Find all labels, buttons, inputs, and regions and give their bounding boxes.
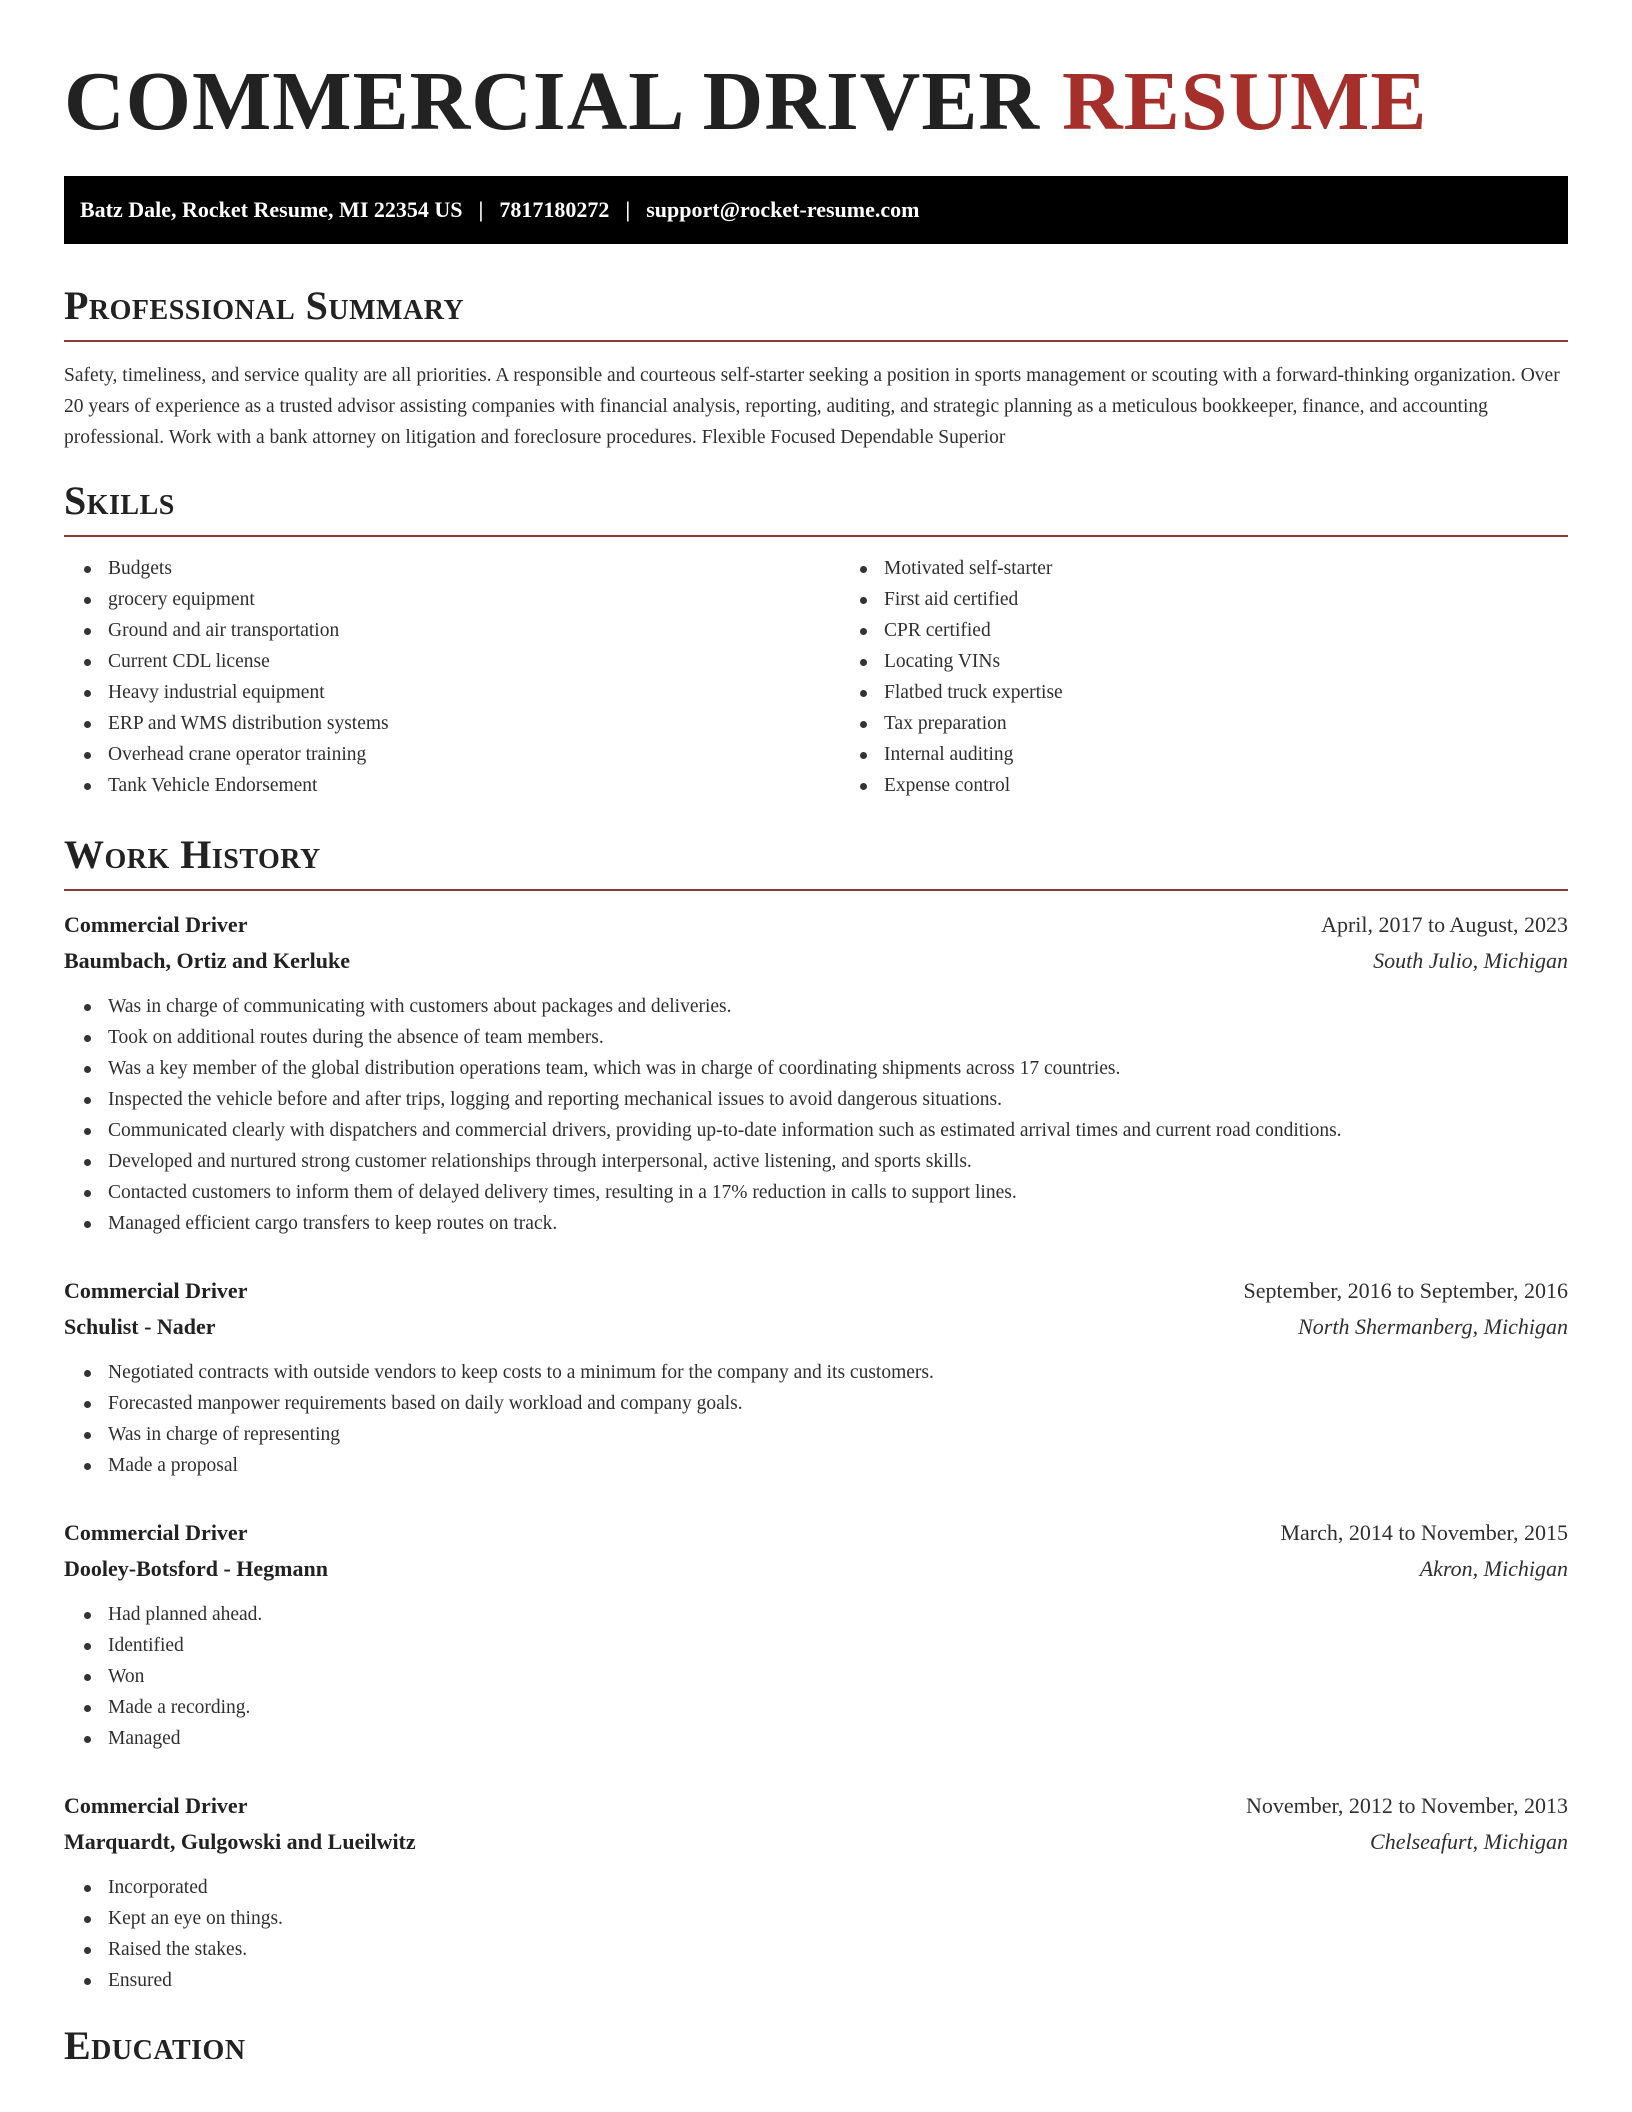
skills-columns [64, 553, 1568, 801]
job-dates: November, 2012 to November, 2013 [1245, 1793, 1568, 1818]
skill-item: First aid certified [884, 584, 1544, 615]
job-location: Chelseafurt, Michigan [1370, 1829, 1568, 1854]
job-duty-item: Developed and nurtured strong customer relationships through interpersonal, active listening, and sports skills. [108, 1146, 1568, 1177]
contact-bar [64, 176, 1568, 244]
job-company: Dooley-Botsford - Hegmann [64, 1556, 328, 1581]
section-heading-work-history: Work History [64, 832, 321, 877]
skill-item: grocery equipment [108, 584, 804, 615]
job-duty-item: Was in charge of communicating with customers about packages and deliveries. [108, 991, 1568, 1022]
job-duty-item: Forecasted manpower requirements based on daily workload and company goals. [108, 1388, 1568, 1419]
job-header-row [64, 1515, 1568, 1551]
job-duties-list [64, 1357, 1568, 1481]
contact-separator: | [625, 197, 631, 222]
job-header-row [64, 1273, 1568, 1309]
summary-section [64, 280, 1568, 453]
job-entry [64, 1273, 1568, 1481]
section-heading-summary: Professional Summary [64, 283, 465, 328]
job-duty-item: Managed [108, 1723, 1568, 1754]
job-duty-item: Ensured [108, 1965, 1568, 1996]
job-dates: April, 2017 to August, 2023 [1321, 912, 1568, 937]
job-location: North Shermanberg, Michigan [1298, 1314, 1568, 1339]
job-entry [64, 1788, 1568, 1996]
skills-section [64, 475, 1568, 801]
skill-item: Budgets [108, 553, 804, 584]
job-dates: March, 2014 to November, 2015 [1280, 1520, 1568, 1545]
job-company: Marquardt, Gulgowski and Lueilwitz [64, 1829, 416, 1854]
skills-list-left [64, 553, 804, 801]
skills-list-right [804, 553, 1544, 801]
education-section [64, 2020, 1568, 2072]
job-entry [64, 907, 1568, 1239]
job-subheader-row [64, 1309, 1568, 1345]
job-entry [64, 1515, 1568, 1754]
skill-item: Flatbed truck expertise [884, 677, 1544, 708]
contact-separator: | [478, 197, 484, 222]
job-duty-item: Contacted customers to inform them of delayed delivery times, resulting in a 17% reduction in calls to support lines. [108, 1177, 1568, 1208]
job-list [64, 907, 1568, 1996]
skill-item: Motivated self-starter [884, 553, 1544, 584]
job-duty-item: Incorporated [108, 1872, 1568, 1903]
title-main: COMMERCIAL DRIVER [64, 55, 1041, 148]
job-company: Baumbach, Ortiz and Kerluke [64, 948, 351, 973]
section-heading-skills: Skills [64, 478, 175, 523]
job-duty-item: Had planned ahead. [108, 1599, 1568, 1630]
skill-item: Heavy industrial equipment [108, 677, 804, 708]
job-subheader-row [64, 943, 1568, 979]
job-duty-item: Communicated clearly with dispatchers and commercial drivers, providing up-to-date information such as estimated arrival times and current road conditions. [108, 1115, 1568, 1146]
job-duty-item: Took on additional routes during the absence of team members. [108, 1022, 1568, 1053]
skill-item: CPR certified [884, 615, 1544, 646]
job-title: Commercial Driver [64, 1793, 248, 1818]
skill-item: Internal auditing [884, 739, 1544, 770]
job-duty-item: Raised the stakes. [108, 1934, 1568, 1965]
job-title: Commercial Driver [64, 1520, 248, 1545]
skill-item: Tank Vehicle Endorsement [108, 770, 804, 801]
section-divider [64, 889, 1568, 891]
skill-item: Ground and air transportation [108, 615, 804, 646]
job-title: Commercial Driver [64, 912, 248, 937]
contact-phone: 7817180272 [499, 197, 610, 222]
job-header-row [64, 1788, 1568, 1824]
skill-item: Current CDL license [108, 646, 804, 677]
job-duties-list [64, 1599, 1568, 1754]
job-location: South Julio, Michigan [1373, 948, 1568, 973]
skill-item: Locating VINs [884, 646, 1544, 677]
summary-text: Safety, timeliness, and service quality are all priorities. A responsible and courteous self-starter seeking a position in sports management or scouting with a forward-thinking organization. Over 20 years of experience as a trusted advisor assisting companies with financial analysis, reporting, auditing, and strategic planning as a meticulous bookkeeper, finance, and accounting professional. Work with a bank attorney on litigation and foreclosure procedures. Flexible Focused Dependable Superior [64, 365, 1560, 448]
contact-email: support@rocket-resume.com [646, 197, 920, 222]
job-dates: September, 2016 to September, 2016 [1243, 1278, 1568, 1303]
section-divider [64, 340, 1568, 342]
job-duties-list [64, 991, 1568, 1239]
job-duty-item: Made a recording. [108, 1692, 1568, 1723]
job-duty-item: Inspected the vehicle before and after trips, logging and reporting mechanical issues to avoid dangerous situations. [108, 1084, 1568, 1115]
job-duty-item: Identified [108, 1630, 1568, 1661]
job-subheader-row [64, 1824, 1568, 1860]
job-duty-item: Managed efficient cargo transfers to keep routes on track. [108, 1208, 1568, 1239]
job-location: Akron, Michigan [1419, 1556, 1568, 1581]
job-header-row [64, 907, 1568, 943]
job-duty-item: Was a key member of the global distribution operations team, which was in charge of coordinating shipments across 17 countries. [108, 1053, 1568, 1084]
work-history-section [64, 829, 1568, 1996]
resume-title [64, 0, 1568, 152]
skill-item: ERP and WMS distribution systems [108, 708, 804, 739]
job-title: Commercial Driver [64, 1278, 248, 1303]
job-duty-item: Negotiated contracts with outside vendors to keep costs to a minimum for the company and its customers. [108, 1357, 1568, 1388]
skill-item: Overhead crane operator training [108, 739, 804, 770]
job-subheader-row [64, 1551, 1568, 1587]
skill-item: Expense control [884, 770, 1544, 801]
title-accent: RESUME [1062, 55, 1428, 148]
job-duties-list [64, 1872, 1568, 1996]
job-duty-item: Made a proposal [108, 1450, 1568, 1481]
job-duty-item: Kept an eye on things. [108, 1903, 1568, 1934]
contact-address: Batz Dale, Rocket Resume, MI 22354 US [80, 197, 463, 222]
skill-item: Tax preparation [884, 708, 1544, 739]
section-divider [64, 535, 1568, 537]
section-heading-education: Education [64, 2023, 246, 2068]
job-duty-item: Was in charge of representing [108, 1419, 1568, 1450]
job-duty-item: Won [108, 1661, 1568, 1692]
job-company: Schulist - Nader [64, 1314, 216, 1339]
